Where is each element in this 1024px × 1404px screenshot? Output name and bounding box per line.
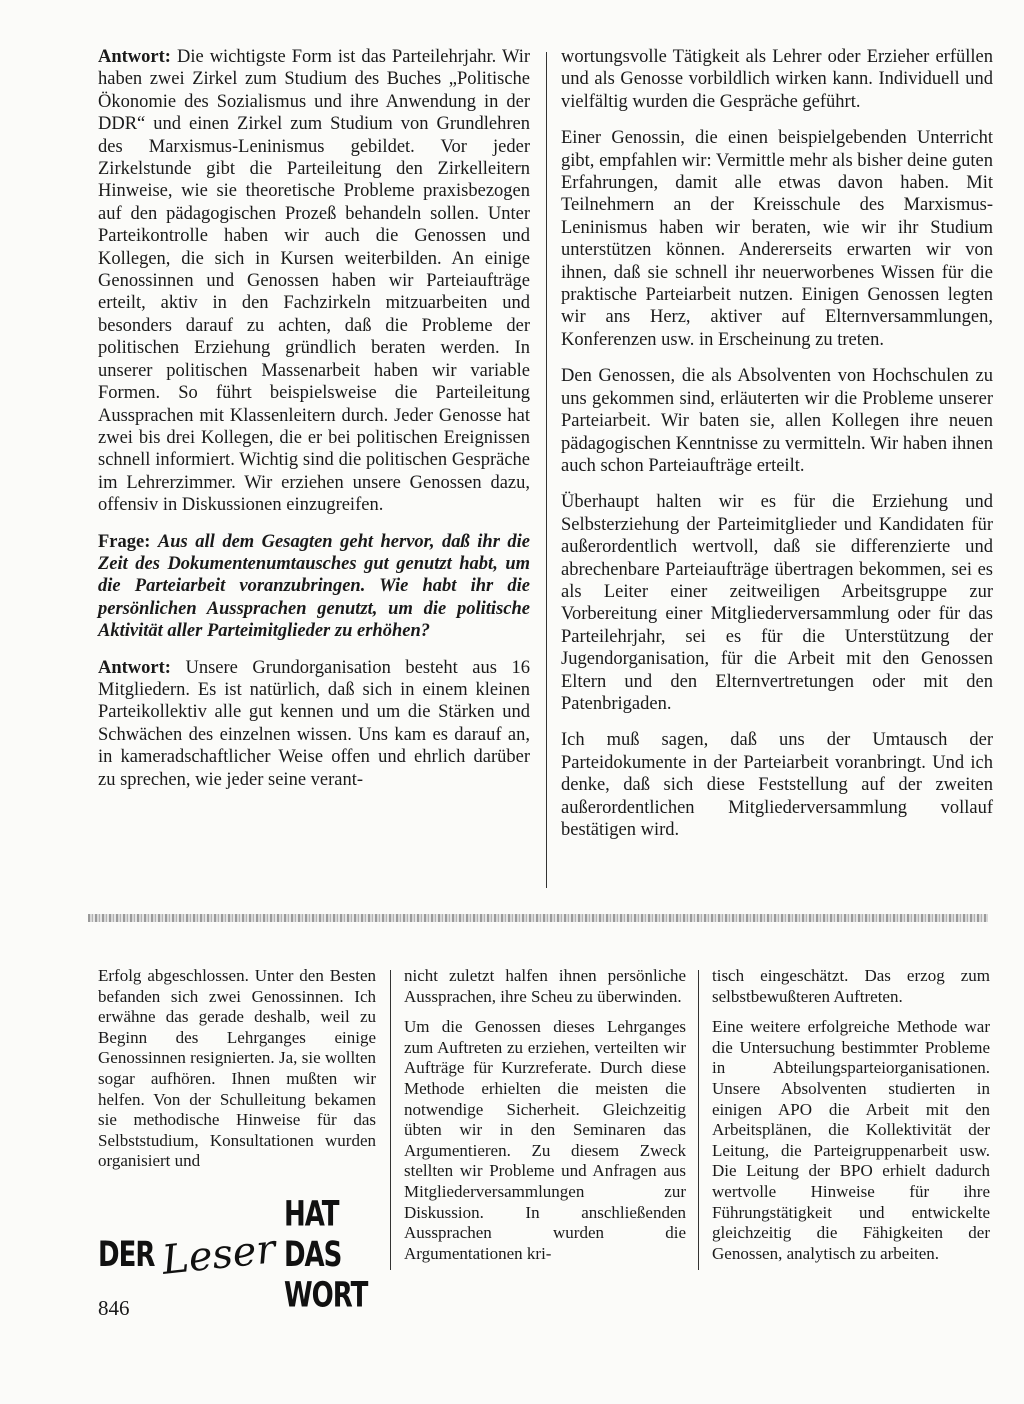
top-right-column: [561, 46, 993, 855]
paragraph: Erfolg abgeschlossen. Unter den Besten befanden sich zwei Genossinnen. Ich erwähne das gerade deshalb, weil zu Beginn des Lehrganges einige Genossinnen resignierten. Ja, sie wollten sogar aufhören. Ihnen mußten wir helfen. Von der Schulleitung bekamen sie methodische Hinweise für das Selbststudium, Konsultationen wurden organisiert und: [98, 966, 376, 1171]
section-separator-band: [88, 914, 988, 922]
column-divider: [546, 52, 547, 888]
answer-label: Antwort:: [98, 47, 171, 67]
paragraph: Einer Genossin, die einen beispielgebenden Unterricht gibt, empfahlen wir: Vermittle mehr als bisher deine guten Erfahrungen, damit alle etwas davon haben. Mit Teilnehmern an der Kreisschule des Marxismus-Leninismus haben wir beraten, wie wir ihr Studium unterstützen können. Andererseits erwarten wir von ihnen, daß sie schnell ihr neuerworbenes Wissen für die praktische Parteiarbeit nutzen. Einigen Genossen legten wir ans Herz, aktiver auf Elternversammlungen, Konferenzen usw. in Erscheinung zu treten.: [561, 128, 993, 350]
answer-text: Die wichtigste Form ist das Parteilehrjahr. Wir haben zwei Zirkel zum Studium des Buches „Politische Ökonomie des Sozialismus und ihre Anwendung in der DDR“ und einen Zirkel zum Studium von Grundlehren des Marxismus-Leninismus gebildet. Vor jeder Zirkelstunde gibt die Parteileitung den Zirkelleitern Hinweise, wie sie theoretische Probleme praxisbezogen auf den pädagogischen Prozeß behandeln sollen. Unter Parteikontrolle haben wir auch die Genossen und Kollegen, die sich in Kursen weiterbilden. An einige Genossinnen und Genossen haben wir Parteiaufträge erteilt, aktiv in den Fachzirkeln mitzuarbeiten und besonders darauf zu achten, daß die Probleme der politischen Erziehung gründlich beraten werden. In unserer politischen Massenarbeit haben wir variable Formen. So führt beispielsweise die Parteileitung Aussprachen mit Klassenleitern durch. Jeder Genosse hat zwei bis drei Kollegen, die er bei politischen Ereignissen schnell informiert. Wichtig sind die politischen Gespräche im Lehrerzimmer. Wir erziehen unsere Genossen dazu, offensiv in Diskussionen einzugreifen.: [98, 47, 530, 516]
paragraph: Eine weitere erfolgreiche Methode war die Untersuchung bestimmter Probleme in Abteilungsparteiorganisationen. Unsere Absolventen studierten in einigen APO die Arbeit mit den Arbeitsplänen, die Kollektivität der Leitung, die Parteigruppenarbeit usw. Die Leitung der BPO erhielt dadurch wertvolle Hinweise für ihre Führungstätigkeit und entwickelte gleichzeitig die Fähigkeiten der Genossen, analytisch zu arbeiten.: [712, 1017, 990, 1263]
top-left-column: [98, 46, 530, 805]
answer-1: [98, 46, 530, 517]
bottom-column-3: [712, 966, 990, 1274]
paragraph: wortungsvolle Tätigkeit als Lehrer oder Erzieher erfüllen und als Genosse vorbildlich wirken kann. Individuell und vielfältig wurden die Gespräche geführt.: [561, 47, 993, 112]
page-number: 846: [98, 1296, 130, 1320]
logo-word-der: DER: [98, 1234, 155, 1276]
bottom-column-1: [98, 966, 376, 1182]
column-divider: [390, 970, 391, 1270]
answer-label: Antwort:: [98, 657, 171, 678]
paragraph: nicht zuletzt halfen ihnen persönliche Aussprachen, ihre Scheu zu überwinden.: [404, 966, 686, 1006]
answer-text: Unsere Grundorganisation besteht aus 16 Mitgliedern. Es ist natürlich, daß sich in einem kleinen Parteikollektiv alle gut kennen und um die Stärken und Schwächen des einzelnen wissen. Uns kam es darauf an, in kameradschaftlicher Weise offen und ehrlich darüber zu sprechen, wie jeder seine verant-: [98, 657, 531, 790]
logo-word-leser: Leser: [160, 1226, 279, 1284]
question: [98, 531, 530, 643]
paragraph: Den Genossen, die als Absolventen von Hochschulen zu uns gekommen sind, erläuterten wir die Probleme unserer Parteiarbeit. Wir baten sie, allen Kollegen ihre neuen pädagogischen Kenntnisse zu vermitteln. Wir haben ihnen auch schon Parteiaufträge erteilt.: [561, 366, 993, 476]
paragraph: Um die Genossen dieses Lehrganges zum Auftreten zu erziehen, verteilten wir Aufträge für Kurzreferate. Durch diese Methode erhielten die meisten die notwendige Sicherheit. Gleichzeitig übten wir in den Seminaren das Argumentieren. Zu diesem Zweck stellten wir Probleme und Anfragen aus Mitgliederversammlungen zur Diskussion. In anschließenden Aussprachen wurden die Argumentationen kri-: [404, 1017, 686, 1263]
question-text: Aus all dem Gesagten geht hervor, daß ihr die Zeit des Dokumentenumtausches gut genutzt habt, um die Parteiarbeit voranzubringen. Wie habt ihr die persönlichen Aussprachen genutzt, um die politische Aktivität aller Parteimitglieder zu erhöhen?: [98, 531, 531, 642]
logo-word-hat-das-wort: HAT DAS WORT: [283, 1194, 368, 1316]
question-label: Frage:: [98, 531, 151, 552]
paragraph: tisch eingeschätzt. Das erzog zum selbstbewußteren Auftreten.: [712, 966, 990, 1006]
column-divider: [698, 970, 699, 1270]
bottom-column-2: [404, 966, 686, 1274]
answer-2: [98, 657, 530, 791]
paragraph: Überhaupt halten wir es für die Erziehung und Selbsterziehung der Parteimitglieder und Kandidaten für außerordentlich wertvoll, daß sie differenzierte und abrechenbare Parteiaufträge übertragen bekommen, sei es als Leiter einer zeitweiligen Arbeitsgruppe zur Vorbereitung einer Mitgliederversammlung oder für das Parteilehrjahr, sei es für die Unterstützung der Jugendorganisation, für die Arbeit mit den Genossen Eltern und den Elternvertretungen oder mit den Patenbrigaden.: [561, 492, 993, 714]
paragraph: Ich muß sagen, daß uns der Umtausch der Parteidokumente in der Parteiarbeit voranbringt. Und ich denke, daß sich diese Feststellung auf der zweiten außerordentlichen Mitgliederversammlung vollauf bestätigen wird.: [561, 730, 993, 840]
